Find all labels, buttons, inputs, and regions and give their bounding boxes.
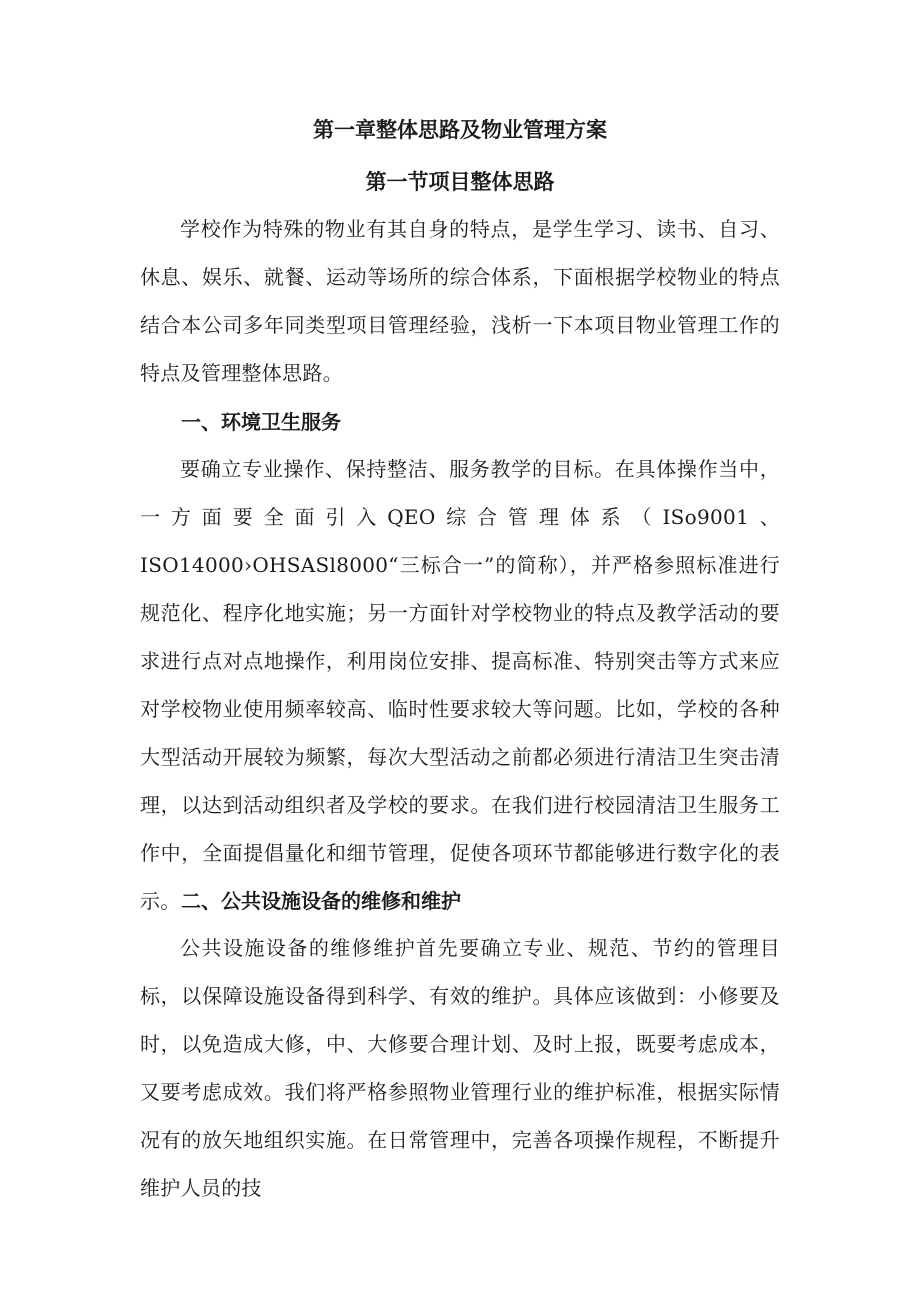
chapter-title: 第一章整体思路及物业管理方案 — [313, 118, 607, 142]
section-paragraph-environment: 要确立专业操作、保持整洁、服务教学的目标。在具体操作当中，一方面要全面引入QEO综合管理体系（ISo9001、ISO14000›OHSASl8000“三标合一”的简称），并严格参照标准进行规范化、程序化地实施；另一方面针对学校物业的特点及教学活动的要求进行点对点地操作，利用岗位安排、提高标准、特别突击等方式来应对学校物业使用频率较高、临时性要求较大等问题。比如，学校的各种大型活动开展较为频繁，每次大型活动之前都必须进行清洁卫生突击清理，以达到活动组织者及学校的要求。在我们进行校园清洁卫生服务工作中，全面提倡量化和细节管理，促使各项环节都能够进行数字化的表示。 — [140, 457, 780, 913]
section-paragraph-facilities: 公共设施设备的维修维护首先要确立专业、规范、节约的管理目标，以保障设施设备得到科学、有效的维护。具体应该做到：小修要及时，以免造成大修，中、大修要合理计划、及时上报，既要考虑成本，又要考虑成效。我们将严格参照物业管理行业的维护标准，根据实际情况有的放矢地组织实施。在日常管理中，完善各项操作规程，不断提升维护人员的技 — [140, 936, 780, 1200]
section-heading-environment: 一、环境卫生服务 — [181, 410, 341, 434]
section-heading-facilities: 二、公共设施设备的维修和维护 — [181, 889, 461, 913]
intro-paragraph: 学校作为特殊的物业有其自身的特点，是学生学习、读书、自习、休息、娱乐、就餐、运动等场所的综合体系，下面根据学校物业的特点结合本公司多年同类型项目管理经验，浅析一下本项目物业管理工作的特点及管理整体思路。 — [140, 217, 780, 385]
section-title: 第一节项目整体思路 — [365, 170, 555, 194]
